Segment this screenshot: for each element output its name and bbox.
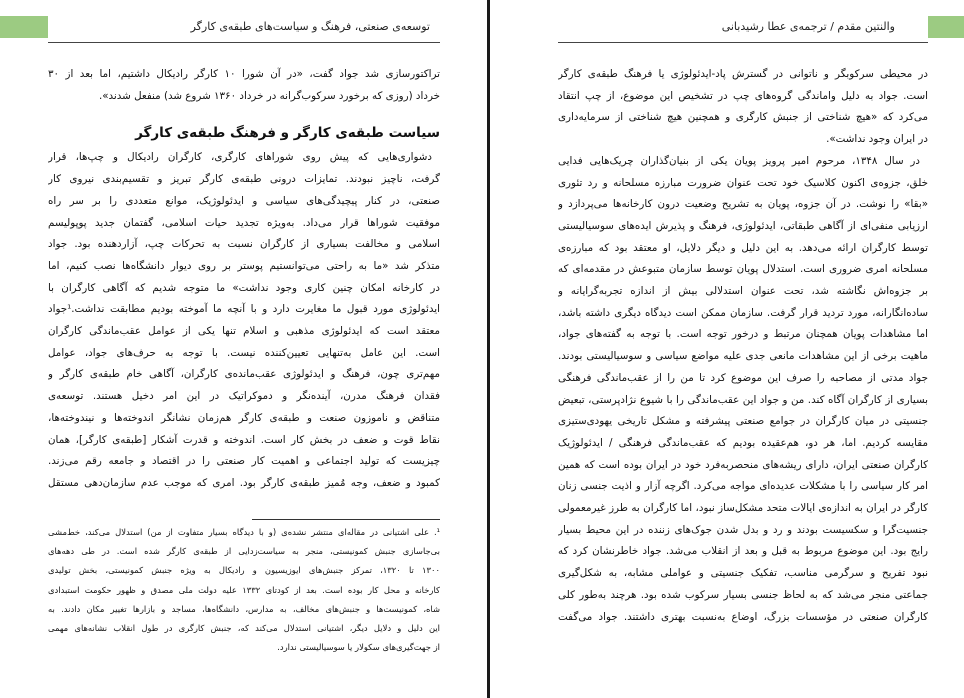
text-line: در ایران وجود نداشت». [826,133,928,146]
text-line: ایدئولوژی مورد قبول ما مغایرت دارد و با آنچه ما آموخته بودیم مطابقت نداشت.¹جواد [48,303,440,316]
text-line: بسیاری از کارگران آگاه کند. من و جواد این عقب‌ماندگی را با شیوع نژادپرستی، تبعیض [558,393,928,406]
left-intro-paragraph [48,64,440,107]
text-line: بر جزوه‌اش نگاشته شد، تحت عنوان استدلالی بیش از اندازه تجربه‌گرایانه و [558,285,928,298]
text-line: خرداد (روزی که برخورد سرکوب‌گرانه در خرداد ۱۳۶۰ شروع شد) منفعل شدند». [98,89,440,102]
right-running-header: والنتین مقدم / ترجمه‌ی عطا رشیدبانی [721,20,895,33]
text-line: تراکتورسازی شد جواد گفت، «در آن شورا ۱۰ کارگر رادیکال داشتیم، اما بعد از ۳۰ [48,68,440,80]
left-header-bar [0,16,48,38]
text-line: کارگران صنعتی ایران، دارای ریشه‌های منحصربه‌فرد خود در ایران بوده است که همین [558,458,928,471]
text-line: متذکر شد «ما به راحتی می‌توانستیم پوستر بر روی دیوار دانشگاه‌ها نصب کنیم، اما [48,259,440,272]
text-line: کارگر در ایران به اندازه‌ی ایالات متحد مشکل‌ساز نبود، اما کارگران به طرز غیرمعمولی [558,502,928,515]
text-line: جواد مدتی از مصاحبه را صرف این موضوع کرد تا من را از عقب‌ماندگی فرهنگی [558,371,928,384]
text-line: کمبود و ضعف، وجه مُمیز طبقه‌ی کارگر بود. امری که موجب عدم سازمان‌دهی مستقل [48,476,440,489]
text-line: توسط کارگران ارائه می‌دهد. به این دلیل و دیگر دلایل، او معتقد بود که مبارزه‌ی [558,241,928,254]
text-line: جماعتی منجر می‌شد که به لحاظ جنسی بسیار سرکوب شده بود. هرچند به‌طور کلی [558,588,928,601]
left-running-header: توسعه‌ی صنعتی، فرهنگ و سیاست‌های طبقه‌ی کارگر [190,20,430,33]
footnote-rule [252,519,440,520]
text-line: صنعتی، در کنار پیچیدگی‌های سیاسی و ایدئولوژیک، موانع متعددی را بر سر راه [48,194,440,207]
text-line: ارزیابی منفی‌ای از آگاهی طبقاتی، ایدئولوژی، فرهنگ و پذیرش ایده‌های سوسیالیستی [558,219,928,232]
text-line: اسلامی و مخالفت بسیاری از کارگران نسبت به تحرکات چپ، آزاردهنده بود. جواد [48,238,440,251]
text-line: جنسیتی در میان کارگران در جوامع صنعتی پیشرفته و مشکل تاریخی یهودی‌ستیزی [558,415,928,428]
right-paragraph-2 [558,151,928,628]
text-line: جنسیت‌گرا و سکسیست بودند و رد و بدل شدن جوک‌های زننده در این محیط بسیار [558,523,928,536]
footnote-line: از جهت‌گیری‌های سکولار یا سوسیالیستی ندارد. [277,642,440,653]
right-header-rule [558,42,928,43]
text-line: در محیطی سرکوبگر و ناتوانی در گسترش پاد-ایدئولوژی یا فرهنگ طبقه‌ی کارگر [558,68,928,80]
text-line: ساده‌انگارانه، مورد تردید قرار گرفت. سازمان ممکن است دیدگاه دیگری داشته باشد، [558,306,928,319]
text-line: رایج بود. این موضوع مربوط به قبل و بعد از انقلاب می‌شد. جواد خاطرنشان کرد که [558,545,928,558]
footnote-line: شاه، کمونیست‌ها و جنبش‌های مخالف، به مدارس، دانشگاه‌ها، مساجد و بازارها تغییر مکان دادند. به [48,603,440,614]
text-line: «بقا» را نوشت. در آن جزوه، پویان به تشریح وضعیت درون کارخانه‌ها می‌پردازد و [558,198,928,211]
text-line: در کارخانه امکان چنین کاری وجود نداشت» ما متوجه شدیم که آگاهی کارگران با [48,281,440,294]
right-page [491,0,964,698]
text-line: است. این عامل به‌تنهایی تعیین‌کننده نیست. با توجه به حرف‌های جواد، عوامل [48,346,440,359]
text-line: مهم‌تری چون، فرهنگ و ایدئولوژی عقب‌مانده‌ی کارگران، آگاهی خام طبقه‌ی کارگر و [48,368,440,381]
text-line: کارگران صنعتی در مؤسسات بزرگ، اوضاع به‌نسبت بهتری داشتند. جواد می‌گفت [558,610,928,623]
text-line: است. جواد به دلیل واماندگی گروه‌های چپ در تشخیص این موضوع، از چپ انتقاد [558,89,928,102]
right-body-column [558,64,928,628]
text-line: متناقض و ناموزون صنعت و طبقه‌ی کارگر هم‌زمان نشانگر اندوخته‌ها و نیندوخته‌ها، [48,411,440,424]
text-line: نقاط قوت و ضعف در بخش کار است. اندوخته و قدرت آشکار [طبقه‌ی کارگر]، همان [48,433,440,446]
text-line: اما مشاهدات پویان همچنان مرتبط و درخور توجه است. با توجه به گفته‌های جواد، [558,328,928,341]
right-paragraph-1 [558,64,928,151]
section-heading: سیاست طبقه‌ی کارگر و فرهنگ طبقه‌ی کارگر [135,125,440,142]
text-line: خلق، جزوه‌ی اکنون کلاسیک خود تحت عنوان ضرورت مبارزه مسلحانه و رد تئوری [558,176,928,189]
text-line: معتقد است که ایدئولوژی مذهبی و اسلام تنها یکی از عوامل عقب‌ماندگی کارگران [48,325,440,338]
right-header-bar [928,16,964,38]
text-line: موفقیت شوراها قرار می‌داد. به‌ویژه تجدید حیات اسلامی، گفتمان جدید پوپولیسم [48,216,440,229]
footnote-line: ۱۳۰۰ تا ۱۳۲۰، تمرکز جنبش‌های ایوزیسیون و رادیکال به ویژه جنبش کمونیستی، بخش تولیدی [48,565,440,576]
left-body-column [48,64,440,495]
text-line: نبود تفریح و سرگرمی مناسب، تفکیک جنسیتی و عواملی مشابه، به شکل‌گیری [558,567,928,580]
text-line: فقدان فرهنگ مدرن، آینده‌نگر و دموکراتیک در این امر دخیل هستند. توسعه‌ی [48,390,440,403]
text-line: مسلحانه امری ضروری است. استدلال پویان توسط سازمان متبوعش در مقدمه‌ای که [558,263,928,276]
footnote-line: ¹. علی اشتیانی در مقاله‌ای منتشر نشده‌ی (و با دیدگاه بسیار متفاوت از من) استدلال می‌کند، خط‌مشی [48,527,440,537]
footnote [48,523,440,657]
footnote-line: بی‌جاسازی جنبش کمونیستی، منجر به سیاست‌زدایی از طبقه‌ی کارگر شده است. در طی دهه‌های [48,546,440,557]
text-line: گرفت، ناچیز نبودند. تمایزات درونی طبقه‌ی کارگر تبریز و تقسیم‌بندی نیروی کار [48,173,440,186]
text-line: در سال ۱۳۴۸، مرحوم امیر پرویز پویان یکی از بنیان‌گذاران چریک‌هایی فدایی [558,154,920,167]
text-line: امر کار سیاسی را با مشکلات عدیده‌ای مواجه می‌کرد. اگرچه آزار و اذیت جنسی زنان [558,480,928,493]
text-line: دشواری‌هایی که پیش روی شوراهای کارگری، کارگران رادیکال و چپ‌ها، قرار [48,151,432,164]
left-header-rule [48,42,440,43]
footnote-line: این دلیل و دلایل دیگر، اشتیانی استدلال می‌کند که، جنبش کارگری در طول انقلاب نشانه‌های مهمی [48,623,440,634]
left-body-paragraph [48,147,440,494]
text-line: می‌کرد که «هیچ شناختی از جنبش کارگری و همچنین هیچ شناختی از سرمایه‌داری [558,111,928,124]
footnote-line: کارخانه و محل کار بوده است. بعد از کودتای ۱۳۳۲ علیه دولت ملی مصدق و ظهور حکومت استبدادی [48,584,440,595]
book-spine [487,0,490,698]
text-line: مقایسه کردیم. اما، هر دو، هم‌عقیده بودیم که عقب‌ماندگی فرهنگی / ایدئولوژیک [558,436,928,449]
text-line: چیزیست که تولید اجتماعی و اهمیت کار صنعتی را در اقتصاد و جامعه رقم می‌زند. [48,455,440,468]
text-line: ماهیت برخی از این مشاهدات مانعی جدی علیه مواضع سیاسی و سوسیالیستی بودند. [558,350,928,363]
